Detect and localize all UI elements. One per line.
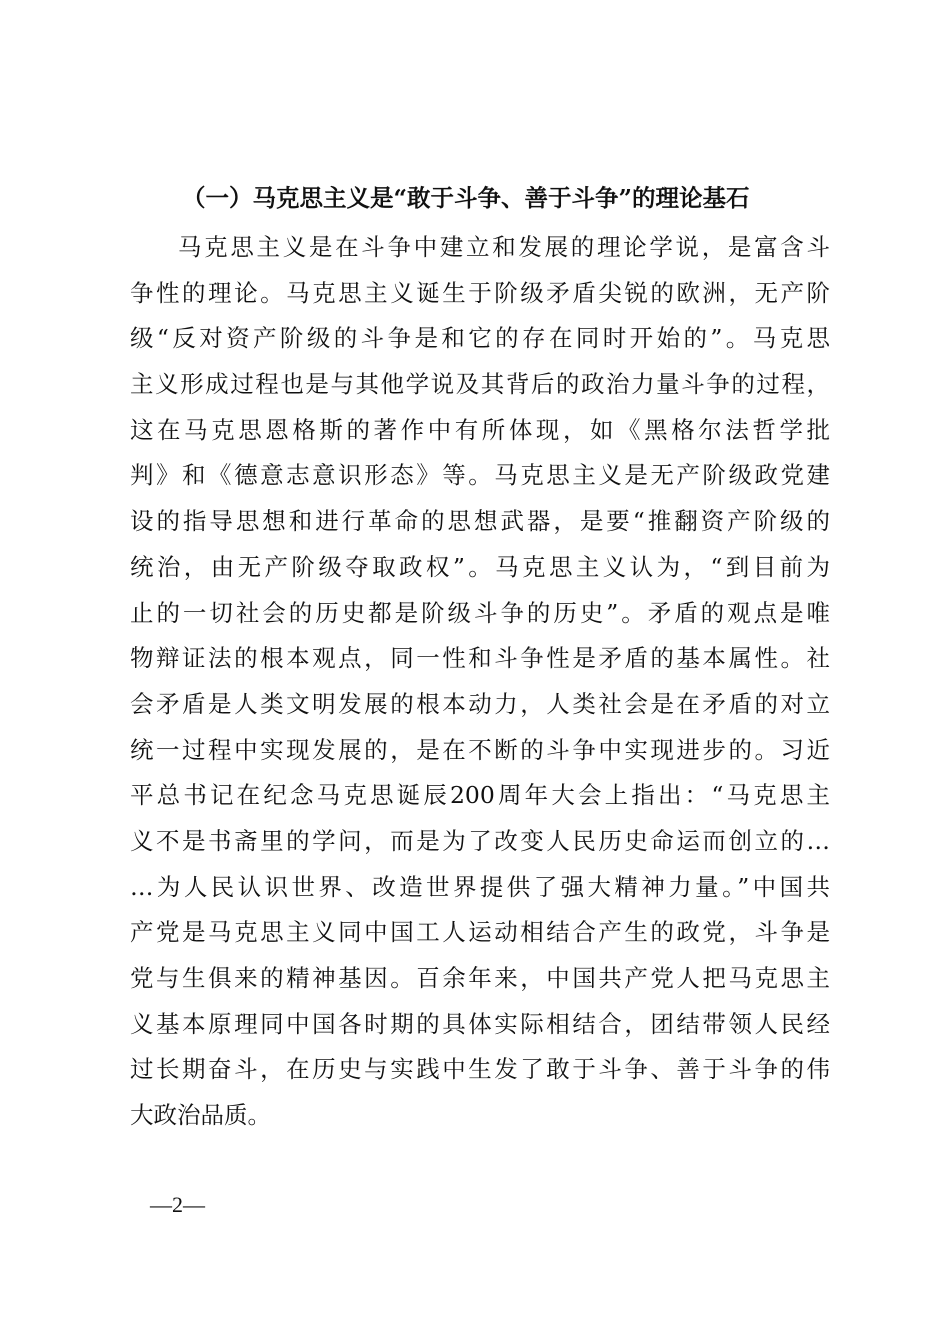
paragraph-line: 平总书记在纪念马克思诞辰200周年大会上指出：“马克思主 [130, 781, 830, 810]
paragraph-line: 设的指导思想和进行革命的思想武器，是要“推翻资产阶级的 [130, 507, 830, 536]
paragraph-line: 统治，由无产阶级夺取政权”。马克思主义认为，“到目前为 [130, 552, 830, 581]
paragraph-line: 统一过程中实现发展的，是在不断的斗争中实现进步的。习近 [130, 735, 830, 764]
paragraph-line: …为人民认识世界、改造世界提供了强大精神力量。”中国共 [130, 872, 830, 901]
paragraph-line: 判》和《德意志意识形态》等。马克思主义是无产阶级政党建 [130, 461, 830, 490]
paragraph-line: 义不是书斋里的学问，而是为了改变人民历史命运而创立的… [130, 826, 830, 855]
page-number: —2— [150, 1192, 205, 1217]
paragraph-line: 义基本原理同中国各时期的具体实际相结合，团结带领人民经 [130, 1009, 830, 1038]
paragraph-line: 党与生俱来的精神基因。百余年来，中国共产党人把马克思主 [130, 964, 830, 992]
paragraph-line: 过长期奋斗，在历史与实践中生发了敢于斗争、善于斗争的伟 [130, 1055, 830, 1084]
paragraph-line: 会矛盾是人类文明发展的根本动力，人类社会是在矛盾的对立 [130, 689, 830, 718]
paragraph-line: 主义形成过程也是与其他学说及其背后的政治力量斗争的过程， [130, 370, 830, 399]
paragraph-line: 这在马克思恩格斯的著作中有所体现，如《黑格尔法哲学批 [130, 415, 830, 444]
paragraph-line: 马克思主义是在斗争中建立和发展的理论学说，是富含斗 [178, 233, 830, 261]
paragraph-line: 级“反对资产阶级的斗争是和它的存在同时开始的”。马克思 [130, 324, 830, 353]
paragraph-line: 物辩证法的根本观点，同一性和斗争性是矛盾的基本属性。社 [130, 644, 830, 673]
paragraph-line: 争性的理论。马克思主义诞生于阶级矛盾尖锐的欧洲，无产阶 [130, 278, 830, 307]
paragraph-line: 止的一切社会的历史都是阶级斗争的历史”。矛盾的观点是唯 [130, 598, 830, 627]
body-paragraph [130, 225, 830, 1139]
paragraph-line: 产党是马克思主义同中国工人运动相结合产生的政党，斗争是 [130, 918, 830, 947]
section-heading: （一）马克思主义是“敢于斗争、善于斗争”的理论基石 [182, 184, 750, 212]
paragraph-line: 大政治品质。 [130, 1101, 271, 1130]
